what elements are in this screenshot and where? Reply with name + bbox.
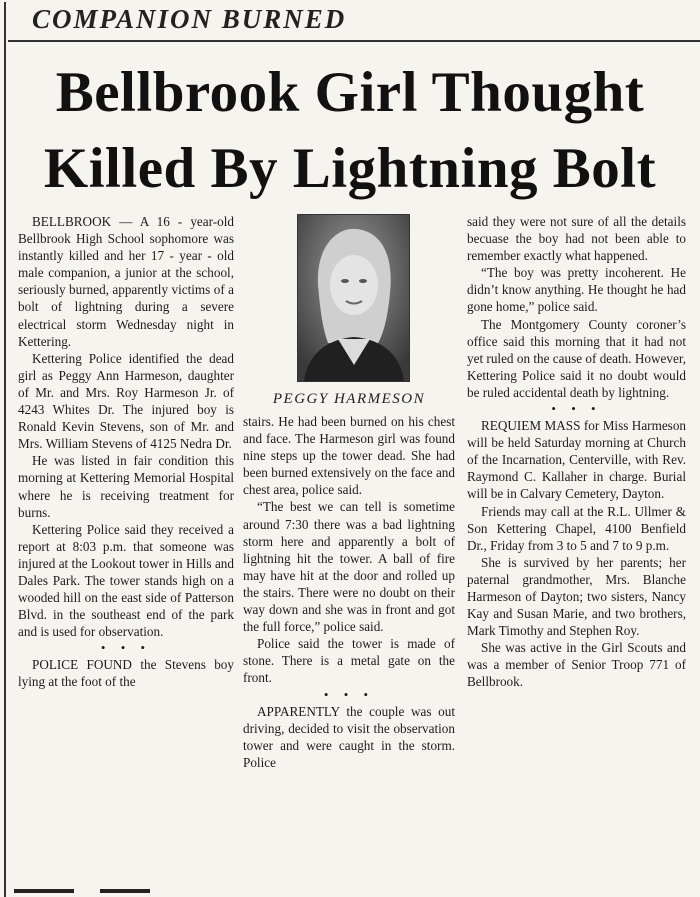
article-paragraph: The Montgomery County coroner’s office said this morning that it had not yet ruled on the cause of death. However, Kettering Police said it no doubt would be ruled accidental death by lightning. bbox=[467, 316, 686, 400]
article-paragraph: stairs. He had been burned on his chest and face. The Harmeson girl was found nine steps up the tower dead. She had been burned extensively on the face and chest area, police said. bbox=[243, 414, 455, 498]
article-paragraph: BELLBROOK — A 16 - year-old Bellbrook High School sophomore was instantly killed and her 17 - year - old male companion, a junior at the school, seriously burned, apparently victims of a bolt of lightning during a severe electrical storm Wednesday night in Kettering. bbox=[18, 214, 234, 349]
article-paragraph: “The best we can tell is sometime around 7:30 there was a bad lightning storm here and apparently a bolt of lightning hit the tower. A ball of fire may have hit at the door and rolled up the stairs. There were no doubt on their way down and she was in front and got the full force,” police said. bbox=[243, 499, 455, 635]
left-border-rule bbox=[4, 2, 6, 897]
article-paragraph: She was active in the Girl Scouts and was a member of Senior Troop 771 of Bellbrook. bbox=[467, 640, 686, 690]
kicker-heading: COMPANION BURNED bbox=[32, 4, 347, 34]
article-paragraph: Kettering Police identified the dead girl as Peggy Ann Harmeson, daughter of Mr. and Mrs. Roy Harmeson Jr. of 4243 Whites Dr. The injured boy is Ronald Kevin Stevens, son of Mr. and Mrs. William Stevens of 4125 Nedra Dr. bbox=[18, 350, 234, 452]
article-column-2 bbox=[243, 413, 455, 771]
article-paragraph: APPARENTLY the couple was out driving, decided to visit the observation tower and were caught in the storm. Police bbox=[243, 703, 455, 770]
article-paragraph: Police said the tower is made of stone. There is a metal gate on the front. bbox=[243, 636, 455, 686]
headline-line-2: Killed By Lightning Bolt bbox=[43, 137, 657, 200]
article-paragraph: He was listed in fair condition this morning at Kettering Memorial Hospital where he is receiving treatment for burns. bbox=[18, 453, 234, 520]
article-paragraph: REQUIEM MASS for Miss Harmeson will be held Saturday morning at Church of the Incarnation, Centerville, with Rev. Raymond C. Kallaher in charge. Burial will be in Calvary Cemetery, Dayton. bbox=[467, 418, 686, 502]
article-paragraph: POLICE FOUND the Stevens boy lying at the foot of the bbox=[18, 657, 234, 690]
article-paragraph: “The boy was pretty incoherent. He didn’t know anything. He thought he had gone home,” police said. bbox=[467, 265, 686, 315]
section-separator: • • • bbox=[100, 640, 152, 656]
portrait-photo-icon bbox=[297, 214, 410, 382]
article-column-3 bbox=[467, 213, 686, 691]
article-paragraph: Kettering Police said they received a report at 8:03 p.m. that someone was injured at the Lookout tower in Hills and Dales Park. The tower stands high on a wooded hill on the east side of Patterson Blvd. in the southeast end of the park and is used for observation. bbox=[18, 521, 234, 640]
clipping-edge-mark bbox=[14, 889, 74, 893]
article-column-1 bbox=[18, 213, 234, 691]
section-separator: • • • bbox=[551, 401, 602, 417]
headline-line-1: Bellbrook Girl Thought bbox=[55, 61, 645, 124]
article-paragraph: Friends may call at the R.L. Ullmer & Son Kettering Chapel, 4100 Benfield Dr., Friday from 3 to 5 and 7 to 9 p.m. bbox=[467, 503, 686, 553]
kicker-divider bbox=[8, 40, 700, 42]
photo-caption: PEGGY HARMESON bbox=[272, 391, 426, 407]
clipping-edge-mark bbox=[100, 889, 150, 893]
section-separator: • • • bbox=[323, 686, 375, 702]
article-paragraph: said they were not sure of all the details becuase the boy had not been able to remember exactly what happened. bbox=[467, 214, 686, 264]
article-paragraph: She is survived by her parents; her paternal grandmother, Mrs. Blanche Harmeson of Dayton; two sisters, Nancy Kay and Susan Marie, and two brothers, Mark Timothy and Stephen Roy. bbox=[467, 554, 686, 639]
